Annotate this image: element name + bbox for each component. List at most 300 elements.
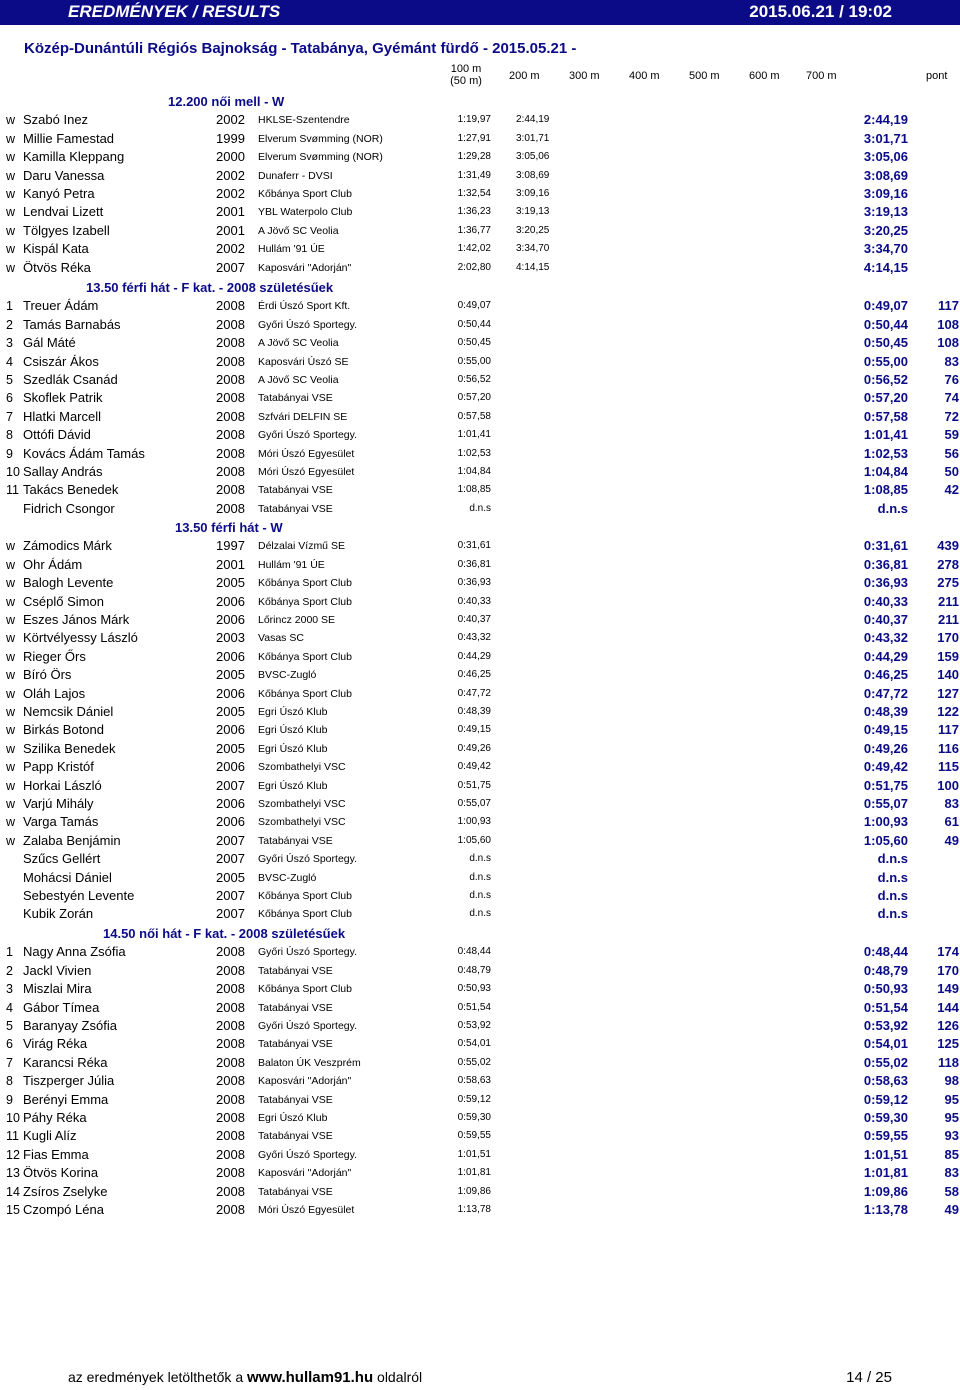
place: w <box>6 649 16 664</box>
place: 10 <box>6 465 20 479</box>
place: 13 <box>6 1166 20 1181</box>
points: 116 <box>938 740 959 756</box>
club: Egri Úszó Klub <box>258 706 328 718</box>
year: 2008 <box>216 1128 245 1144</box>
result-row <box>0 832 960 850</box>
result-row <box>0 130 960 148</box>
year: 2006 <box>216 814 245 830</box>
result-row <box>0 389 960 407</box>
split-100m: 1:04,84 <box>457 466 491 477</box>
final-time: 3:01,71 <box>863 130 908 146</box>
split-100m: 0:36,93 <box>457 577 491 589</box>
place: w <box>6 260 16 275</box>
final-time: d.n.s <box>877 869 908 885</box>
club: Kőbánya Sport Club <box>258 577 352 590</box>
name: Czompó Léna <box>23 1202 104 1217</box>
col-header-300m: 300 m <box>569 70 600 82</box>
split-100m: 2:02,80 <box>457 261 491 273</box>
place: w <box>6 205 16 220</box>
split-100m: 1:27,91 <box>457 132 491 144</box>
result-row <box>0 758 960 776</box>
club: Móri Úszó Egyesület <box>258 447 355 460</box>
place: 14 <box>6 1184 20 1199</box>
split-100m: 0:44,29 <box>457 650 491 662</box>
points: 98 <box>944 1073 959 1089</box>
place: w <box>6 113 16 128</box>
split-200m: 3:34,70 <box>516 243 550 255</box>
place: 5 <box>6 373 13 387</box>
year: 2003 <box>216 630 245 646</box>
name: Ötvös Korina <box>23 1165 99 1181</box>
name: Nagy Anna Zsófia <box>23 944 126 960</box>
split-100m: 0:43,32 <box>457 632 491 644</box>
name: Sallay András <box>23 464 103 479</box>
club: A Jövő SC Veolia <box>258 337 339 350</box>
col-header-500m: 500 m <box>689 70 720 82</box>
header-bar <box>0 0 960 25</box>
points: 117 <box>938 298 959 314</box>
final-time: d.n.s <box>877 888 908 903</box>
club: Szfvári DELFIN SE <box>258 410 348 423</box>
year: 2001 <box>216 556 245 572</box>
club: Tatabányai VSE <box>258 1130 333 1143</box>
result-row <box>0 334 960 352</box>
result-row <box>0 426 960 444</box>
place: w <box>6 741 16 756</box>
place: w <box>6 187 16 201</box>
points: 59 <box>944 427 959 443</box>
name: Bíró Örs <box>23 667 72 683</box>
name: Zsíros Zselyke <box>23 1183 108 1199</box>
split-100m: 0:47,72 <box>457 687 491 699</box>
name: Millie Famestad <box>23 130 115 146</box>
split-100m: 1:09,86 <box>457 1185 491 1197</box>
result-row <box>0 463 960 481</box>
place: 4 <box>6 354 13 369</box>
split-100m: d.n.s <box>469 908 491 920</box>
final-time: 0:43,32 <box>863 630 908 646</box>
points: 108 <box>937 335 959 351</box>
final-time: 1:01,51 <box>863 1146 908 1162</box>
result-row <box>0 500 960 518</box>
result-row <box>0 111 960 129</box>
club: Kőbánya Sport Club <box>258 908 352 921</box>
final-time: 0:58,63 <box>863 1073 908 1089</box>
split-100m: 1:08,85 <box>457 484 491 496</box>
club: BVSC-Zugló <box>258 871 317 884</box>
club: A Jövő SC Veolia <box>258 224 339 237</box>
name: Körtvélyessy László <box>23 630 138 646</box>
year: 2005 <box>216 869 245 885</box>
result-row <box>0 962 960 980</box>
name: Papp Kristóf <box>23 759 94 775</box>
place: w <box>6 594 16 609</box>
final-time: 3:05,06 <box>863 149 908 165</box>
club: Győri Úszó Sportegy. <box>258 946 358 959</box>
name: Eszes János Márk <box>23 612 130 627</box>
final-time: 0:49,07 <box>863 298 908 314</box>
year: 2007 <box>216 832 245 848</box>
year: 2007 <box>216 851 245 867</box>
points: 211 <box>938 612 959 627</box>
year: 2008 <box>216 1073 245 1089</box>
final-time: 0:51,75 <box>863 777 908 793</box>
year: 1999 <box>216 130 245 146</box>
final-time: d.n.s <box>877 500 908 516</box>
result-row <box>0 556 960 574</box>
name: Varga Tamás <box>23 814 99 830</box>
year: 2002 <box>216 241 245 257</box>
result-row <box>0 481 960 499</box>
club: Tatabányai VSE <box>258 1001 333 1014</box>
split-100m: d.n.s <box>469 502 491 514</box>
final-time: 0:49,42 <box>863 759 908 775</box>
year: 2006 <box>216 593 245 609</box>
split-100m: 0:57,20 <box>457 392 491 404</box>
split-100m: 0:59,30 <box>457 1112 491 1123</box>
result-row <box>0 593 960 611</box>
split-100m: 1:02,53 <box>457 447 491 459</box>
result-row <box>0 740 960 758</box>
final-time: 1:09,86 <box>863 1183 908 1199</box>
split-100m: 0:50,93 <box>457 983 491 995</box>
footer-url[interactable]: www.hullam91.hu <box>247 1369 374 1386</box>
final-time: 0:55,02 <box>863 1054 908 1070</box>
final-time: 4:14,15 <box>863 259 908 275</box>
result-row <box>0 353 960 371</box>
place: w <box>6 723 16 738</box>
club: Tatabányai VSE <box>258 392 333 405</box>
split-200m: 2:44,19 <box>516 114 550 126</box>
results-title: EREDMÉNYEK / RESULTS <box>68 2 281 21</box>
final-time: 0:31,61 <box>863 538 908 554</box>
result-row <box>0 316 960 334</box>
event-title: 14.50 női hát - F kat. - 2008 születésűek <box>103 926 346 941</box>
final-time: 0:59,55 <box>863 1128 908 1144</box>
club: Tatabányai VSE <box>258 834 333 847</box>
points: 149 <box>937 981 959 997</box>
name: Fias Emma <box>23 1146 89 1162</box>
points: 100 <box>937 777 959 793</box>
name: Kamilla Kleppang <box>23 149 125 165</box>
points: 122 <box>937 704 959 719</box>
col-header-400m: 400 m <box>629 70 660 82</box>
split-100m: 0:54,01 <box>457 1038 491 1050</box>
final-time: 1:01,41 <box>863 427 908 443</box>
points: 140 <box>937 667 959 683</box>
year: 2008 <box>216 500 245 516</box>
final-time: 3:20,25 <box>863 222 908 238</box>
name: Zalaba Benjámin <box>23 832 121 848</box>
place: w <box>6 131 16 146</box>
club: Győri Úszó Sportegy. <box>258 429 358 442</box>
club: BVSC-Zugló <box>258 669 317 682</box>
place: 11 <box>6 1129 19 1144</box>
year: 2008 <box>216 445 245 461</box>
final-time: 2:44,19 <box>863 112 908 128</box>
name: Tiszperger Júlia <box>23 1073 115 1089</box>
split-100m: d.n.s <box>469 871 491 883</box>
result-row <box>0 999 960 1017</box>
points: 125 <box>937 1036 959 1052</box>
points: 50 <box>944 464 959 479</box>
name: Zámodics Márk <box>23 538 112 554</box>
club: Hullám '91 ÚE <box>258 558 325 571</box>
place: 15 <box>6 1203 20 1217</box>
place: 7 <box>6 409 13 424</box>
year: 2008 <box>216 981 245 997</box>
club: YBL Waterpolo Club <box>258 206 353 219</box>
result-row <box>0 777 960 795</box>
col-header-100m: 100 m (50 m) <box>450 63 482 87</box>
club: Kőbánya Sport Club <box>258 687 352 700</box>
split-100m: 0:48,44 <box>457 946 491 958</box>
final-time: 0:57,20 <box>863 390 908 406</box>
points: 170 <box>937 962 959 978</box>
year: 2008 <box>216 1036 245 1052</box>
final-time: d.n.s <box>877 906 908 922</box>
final-time: 3:09,16 <box>863 186 908 201</box>
club: Kaposvári "Adorján" <box>258 1075 352 1088</box>
place: 2 <box>6 963 13 978</box>
result-row <box>0 943 960 961</box>
points: 49 <box>944 832 959 848</box>
final-time: 0:36,93 <box>863 575 908 591</box>
result-row <box>0 666 960 684</box>
points: 93 <box>944 1128 959 1144</box>
points: 76 <box>944 372 959 387</box>
result-row <box>0 1109 960 1127</box>
club: Tatabányai VSE <box>258 502 333 515</box>
name: Skoflek Patrik <box>23 390 103 406</box>
club: Kőbánya Sport Club <box>258 983 352 996</box>
col-header-700m: 700 m <box>806 70 837 82</box>
name: Hlatki Marcell <box>23 408 102 424</box>
club: Tatabányai VSE <box>258 1093 333 1106</box>
name: Takács Benedek <box>23 482 119 498</box>
name: Nemcsik Dániel <box>23 704 114 719</box>
place: 1 <box>6 299 13 314</box>
points: 170 <box>937 630 959 646</box>
split-100m: 1:01,41 <box>457 429 491 441</box>
name: Varjú Mihály <box>23 796 94 811</box>
result-row <box>0 1017 960 1035</box>
result-row <box>0 629 960 647</box>
points: 95 <box>944 1091 959 1107</box>
points: 174 <box>937 944 959 960</box>
name: Karancsi Réka <box>23 1054 108 1070</box>
place: 6 <box>6 391 13 406</box>
final-time: 0:59,12 <box>863 1091 908 1107</box>
points: 61 <box>944 814 959 830</box>
result-row <box>0 203 960 221</box>
name: Szabó Inez <box>23 112 89 128</box>
points: 95 <box>944 1110 959 1125</box>
year: 2008 <box>216 1110 245 1125</box>
result-row <box>0 259 960 277</box>
name: Daru Vanessa <box>23 167 105 183</box>
footer-note: az eredmények letölthetők a www.hullam91.hu oldalról <box>68 1369 423 1386</box>
points: 108 <box>937 316 959 332</box>
club: Kaposvári Úszó SE <box>258 355 349 368</box>
final-time: 0:47,72 <box>863 685 908 701</box>
split-100m: 0:55,07 <box>457 798 491 809</box>
name: Treuer Ádám <box>23 298 99 314</box>
result-row <box>0 222 960 240</box>
year: 2008 <box>216 316 245 332</box>
place: 2 <box>6 317 13 332</box>
split-100m: 0:49,26 <box>457 742 491 754</box>
final-time: d.n.s <box>877 851 908 867</box>
result-row <box>0 795 960 813</box>
year: 2002 <box>216 112 245 128</box>
place: w <box>6 778 16 793</box>
final-time: 1:08,85 <box>863 482 908 498</box>
name: Ohr Ádám <box>23 556 83 572</box>
name: Kovács Ádám Tamás <box>23 445 145 461</box>
name: Fidrich Csongor <box>23 500 115 516</box>
club: Tatabányai VSE <box>258 964 333 977</box>
year: 2002 <box>216 186 245 201</box>
result-row <box>0 980 960 998</box>
split-100m: 0:36,81 <box>457 558 491 570</box>
points: 159 <box>937 648 959 664</box>
result-row <box>0 703 960 721</box>
final-time: 0:46,25 <box>863 667 908 683</box>
final-time: 0:51,54 <box>863 999 908 1015</box>
split-100m: 1:36,77 <box>457 224 491 236</box>
club: Elverum Svømming (NOR) <box>258 132 383 145</box>
club: Vasas SC <box>258 632 304 645</box>
year: 2007 <box>216 906 245 922</box>
year: 2002 <box>216 167 245 183</box>
club: Győri Úszó Sportegy. <box>258 1020 358 1032</box>
result-row <box>0 537 960 555</box>
result-row <box>0 813 960 831</box>
year: 2008 <box>216 1202 245 1217</box>
split-200m: 3:08,69 <box>516 169 550 181</box>
result-row <box>0 721 960 739</box>
final-time: 0:49,26 <box>863 740 908 756</box>
result-row <box>0 1054 960 1072</box>
year: 2005 <box>216 740 245 756</box>
final-time: 0:56,52 <box>863 372 908 387</box>
event-title: 13.50 férfi hát - F kat. - 2008 születésűek <box>86 280 334 295</box>
final-time: 1:00,93 <box>863 814 908 830</box>
split-100m: 0:55,02 <box>457 1056 491 1068</box>
final-time: 1:02,53 <box>863 445 908 461</box>
final-time: 0:49,15 <box>863 722 908 738</box>
final-time: 3:19,13 <box>863 204 908 220</box>
place: 6 <box>6 1037 13 1052</box>
year: 2008 <box>216 335 245 351</box>
place: 8 <box>6 1074 13 1089</box>
final-time: 0:57,58 <box>863 408 908 424</box>
split-200m: 3:01,71 <box>516 132 550 144</box>
name: Kanyó Petra <box>23 186 95 201</box>
final-time: 0:59,30 <box>863 1110 908 1125</box>
club: Kaposvári "Adorján" <box>258 261 352 274</box>
year: 2005 <box>216 667 245 683</box>
split-200m: 3:20,25 <box>516 224 550 236</box>
result-row <box>0 1164 960 1182</box>
year: 2008 <box>216 1146 245 1162</box>
split-100m: 0:49,15 <box>457 724 491 736</box>
final-time: 0:48,79 <box>863 962 908 978</box>
points: 127 <box>937 685 959 701</box>
split-200m: 3:05,06 <box>516 151 550 163</box>
place: w <box>6 242 16 257</box>
points: 74 <box>944 390 959 406</box>
result-row <box>0 685 960 703</box>
club: Egri Úszó Klub <box>258 724 328 737</box>
result-row <box>0 1201 960 1219</box>
place: 8 <box>6 428 13 443</box>
result-row <box>0 1072 960 1090</box>
year: 2000 <box>216 149 245 165</box>
name: Szilika Benedek <box>23 740 116 756</box>
split-100m: 1:05,60 <box>457 834 491 846</box>
club: Elverum Svømming (NOR) <box>258 151 383 164</box>
split-100m: 1:42,02 <box>457 243 491 255</box>
club: Egri Úszó Klub <box>258 742 328 755</box>
club: Balaton ÚK Veszprém <box>258 1056 361 1069</box>
points: 83 <box>944 1165 959 1181</box>
result-row <box>0 371 960 389</box>
place: 9 <box>6 1092 13 1107</box>
place: 9 <box>6 446 13 461</box>
year: 2006 <box>216 722 245 738</box>
split-100m: 1:19,97 <box>457 114 491 126</box>
name: Tamás Barnabás <box>23 316 121 332</box>
year: 2008 <box>216 1183 245 1199</box>
year: 2008 <box>216 999 245 1015</box>
result-row <box>0 1146 960 1164</box>
points: 278 <box>937 556 959 572</box>
club: Lőrincz 2000 SE <box>258 614 336 626</box>
year: 2006 <box>216 759 245 775</box>
split-100m: 1:29,28 <box>457 151 491 163</box>
year: 1997 <box>216 538 245 554</box>
place: w <box>6 168 16 183</box>
club: Győri Úszó Sportegy. <box>258 318 358 331</box>
split-100m: 0:49,42 <box>457 761 491 773</box>
name: Kispál Kata <box>23 241 89 257</box>
final-time: 0:54,01 <box>863 1036 908 1052</box>
col-header-200m: 200 m <box>509 70 540 82</box>
result-row <box>0 648 960 666</box>
split-100m: 1:32,54 <box>457 188 491 199</box>
split-100m: 1:01,51 <box>457 1148 491 1160</box>
final-time: 0:50,45 <box>863 335 908 351</box>
club: Szombathelyi VSC <box>258 816 346 829</box>
points: 83 <box>944 353 959 369</box>
split-200m: 4:14,15 <box>516 261 550 273</box>
year: 2008 <box>216 1018 245 1033</box>
page-number: 14 / 25 <box>846 1369 892 1386</box>
result-row <box>0 445 960 463</box>
year: 2005 <box>216 575 245 591</box>
split-200m: 3:09,16 <box>516 188 550 199</box>
header-datetime: 2015.06.21 / 19:02 <box>749 2 892 21</box>
competition-title: Közép-Dunántúli Régiós Bajnokság - Tatabánya, Gyémánt fürdő - 2015.05.21 - <box>24 40 577 57</box>
split-100m: d.n.s <box>469 853 491 865</box>
final-time: 0:50,93 <box>863 981 908 997</box>
split-100m: 0:51,54 <box>457 1001 491 1013</box>
name: Ottófi Dávid <box>23 427 91 443</box>
place: 1 <box>6 945 13 960</box>
name: Csiszár Ákos <box>23 353 99 369</box>
